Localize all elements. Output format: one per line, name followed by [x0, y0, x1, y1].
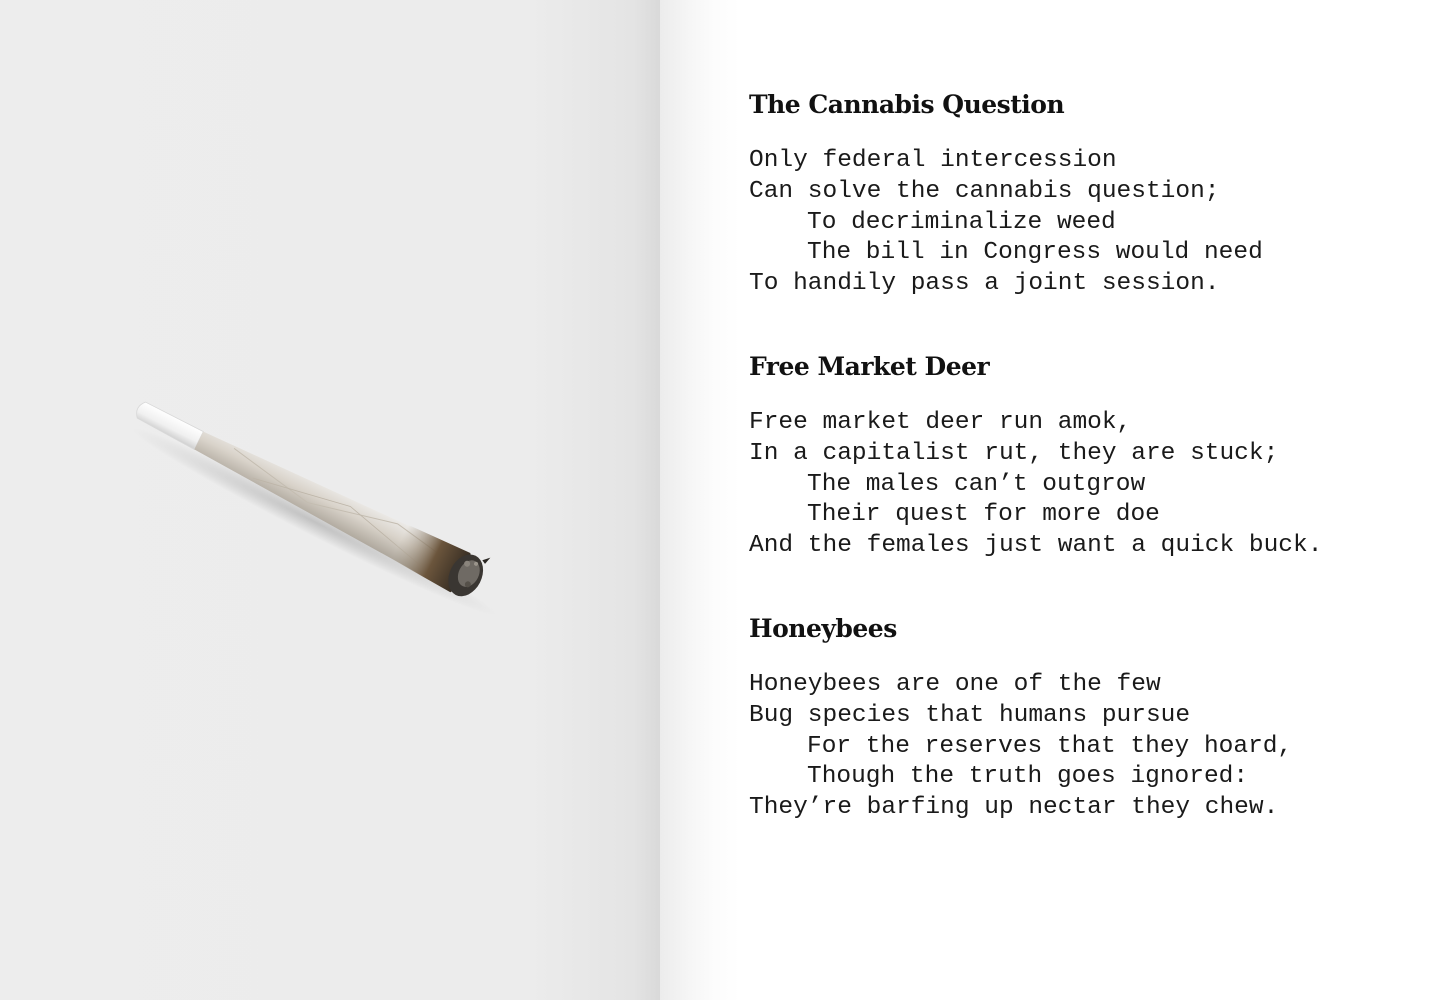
poem-line: They’re barfing up nectar they chew.: [749, 794, 1279, 822]
poem-title: Honeybees: [749, 613, 897, 643]
poem-title: The Cannabis Question: [749, 90, 1065, 119]
poem-line: Can solve the cannabis question;: [749, 177, 1220, 205]
left-page: [0, 0, 660, 1000]
poem-line: Free market deer run amok,: [749, 408, 1132, 436]
poem-line: Honeybees are one of the few: [749, 670, 1161, 698]
poem-line: In a capitalist rut, they are stuck;: [749, 439, 1279, 467]
poem-title: Free Market Deer: [749, 351, 990, 381]
poem-collection: [749, 88, 1439, 874]
poem-line: The males can’t outgrow: [807, 470, 1146, 498]
poem-line: To handily pass a joint session.: [749, 270, 1220, 298]
poem-line: Only federal intercession: [749, 147, 1117, 174]
poem-line: For the reserves that they hoard,: [807, 732, 1293, 760]
poem-honeybees: [749, 612, 1439, 824]
poem-line: And the females just want a quick buck.: [749, 532, 1323, 560]
poem-line: The bill in Congress would need: [807, 239, 1263, 267]
poem-line: Bug species that humans pursue: [749, 701, 1191, 729]
poem-line: Though the truth goes ignored:: [807, 763, 1249, 791]
poem-line: To decriminalize weed: [807, 208, 1116, 236]
poem-line: Their quest for more doe: [807, 501, 1160, 529]
poem-free-market-deer: [749, 350, 1439, 562]
rolled-joint-illustration: [100, 380, 540, 620]
poem-cannabis-question: [749, 88, 1439, 300]
right-page: [660, 0, 1451, 1000]
